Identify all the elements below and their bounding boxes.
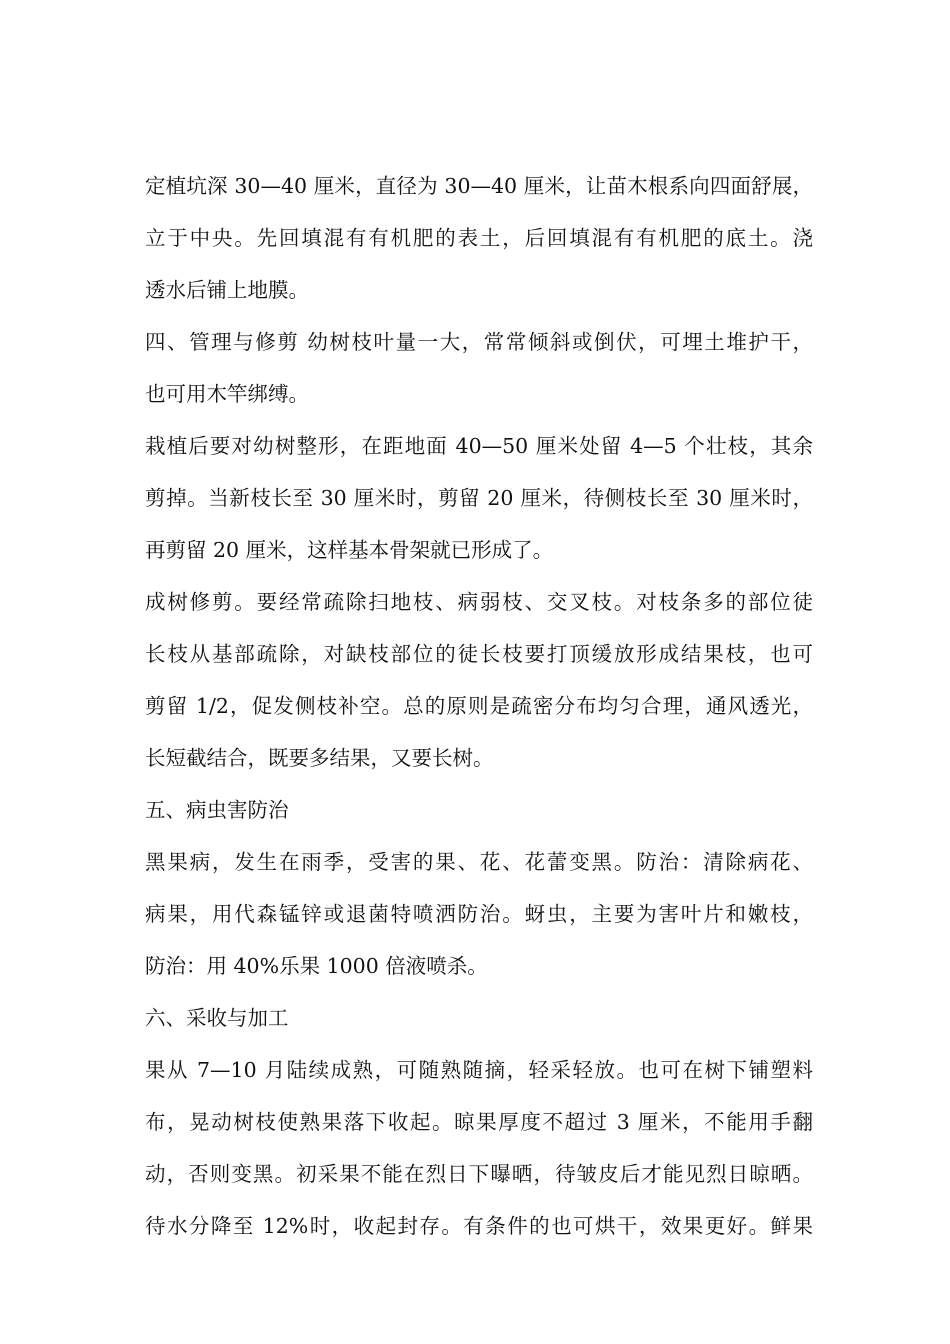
text-line: 防治：用 40%乐果 1000 倍液喷杀。 — [145, 954, 488, 978]
section-heading-line: 四、管理与修剪 幼树枝叶量一大，常常倾斜或倒伏，可埋土堆护干， — [145, 330, 813, 354]
text-line: 再剪留 20 厘米，这样基本骨架就已形成了。 — [145, 538, 554, 562]
text-line: 长短截结合，既要多结果，又要长树。 — [145, 746, 494, 770]
text-line: 黑果病，发生在雨季，受害的果、花、花蕾变黑。防治：清除病花、 — [145, 850, 813, 874]
document-body — [145, 160, 813, 1252]
text-line: 布，晃动树枝使熟果落下收起。晾果厚度不超过 3 厘米，不能用手翻 — [145, 1110, 813, 1134]
text-line: 果从 7—10 月陆续成熟，可随熟随摘，轻采轻放。也可在树下铺塑料 — [145, 1058, 813, 1082]
text-line: 也可用木竿绑缚。 — [145, 382, 309, 406]
text-line: 成树修剪。要经常疏除扫地枝、病弱枝、交叉枝。对枝条多的部位徒 — [145, 590, 813, 614]
text-line: 剪掉。当新枝长至 30 厘米时，剪留 20 厘米，待侧枝长至 30 厘米时， — [145, 486, 813, 510]
text-line: 剪留 1/2，促发侧枝补空。总的原则是疏密分布均匀合理，通风透光， — [145, 694, 813, 718]
text-line: 立于中央。先回填混有有机肥的表土，后回填混有有机肥的底土。浇 — [145, 226, 813, 250]
text-line: 动，否则变黑。初采果不能在烈日下曝晒，待皱皮后才能见烈日晾晒。 — [145, 1162, 813, 1186]
section-heading: 六、采收与加工 — [145, 1006, 289, 1030]
text-line: 待水分降至 12%时，收起封存。有条件的也可烘干，效果更好。鲜果 — [145, 1214, 813, 1238]
text-line: 长枝从基部疏除，对缺枝部位的徒长枝要打顶缓放形成结果枝，也可 — [145, 642, 813, 666]
text-line: 病果，用代森锰锌或退菌特喷洒防治。蚜虫，主要为害叶片和嫩枝， — [145, 902, 813, 926]
text-line: 定植坑深 30—40 厘米，直径为 30—40 厘米，让苗木根系向四面舒展， — [145, 174, 813, 198]
section-heading: 五、病虫害防治 — [145, 798, 289, 822]
text-line: 栽植后要对幼树整形，在距地面 40—50 厘米处留 4—5 个壮枝，其余 — [145, 434, 813, 458]
text-line: 透水后铺上地膜。 — [145, 278, 309, 302]
